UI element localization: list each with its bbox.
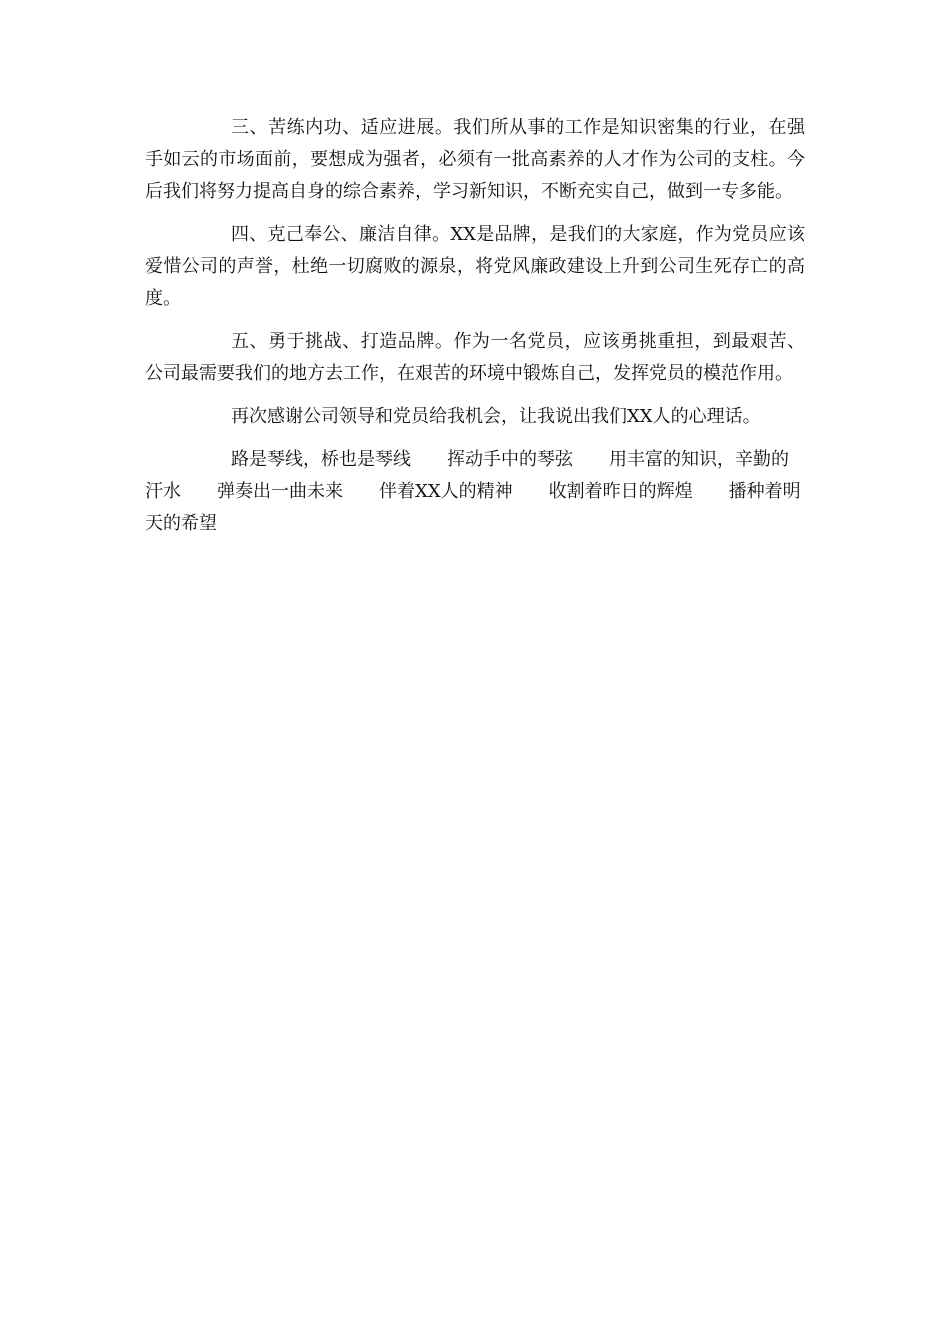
paragraph-three: 三、苦练内功、适应进展。我们所从事的工作是知识密集的行业，在强手如云的市场面前，要想成为强者，必须有一批高素养的人才作为公司的支柱。今后我们将努力提高自身的综合素养，学习新知识，不断充实自己，做到一专多能。 bbox=[145, 117, 805, 202]
document-body bbox=[145, 112, 805, 551]
paragraph-thanks: 再次感谢公司领导和党员给我机会，让我说出我们XX人的心理话。 bbox=[231, 406, 761, 427]
paragraph-four: 四、克己奉公、廉洁自律。XX是品牌，是我们的大家庭，作为党员应该爱惜公司的声誉，杜绝一切腐败的源泉，将党风廉政建设上升到公司生死存亡的高度。 bbox=[145, 224, 805, 309]
paragraph-poem: 路是琴线，桥也是琴线 挥动手中的琴弦 用丰富的知识，辛勤的汗水 弹奏出一曲未来 伴着XX人的精神 收割着昨日的辉煌 播种着明天的希望 bbox=[145, 449, 801, 534]
paragraph-five: 五、勇于挑战、打造品牌。作为一名党员，应该勇挑重担，到最艰苦、公司最需要我们的地方去工作，在艰苦的环境中锻炼自己，发挥党员的模范作用。 bbox=[145, 331, 805, 384]
